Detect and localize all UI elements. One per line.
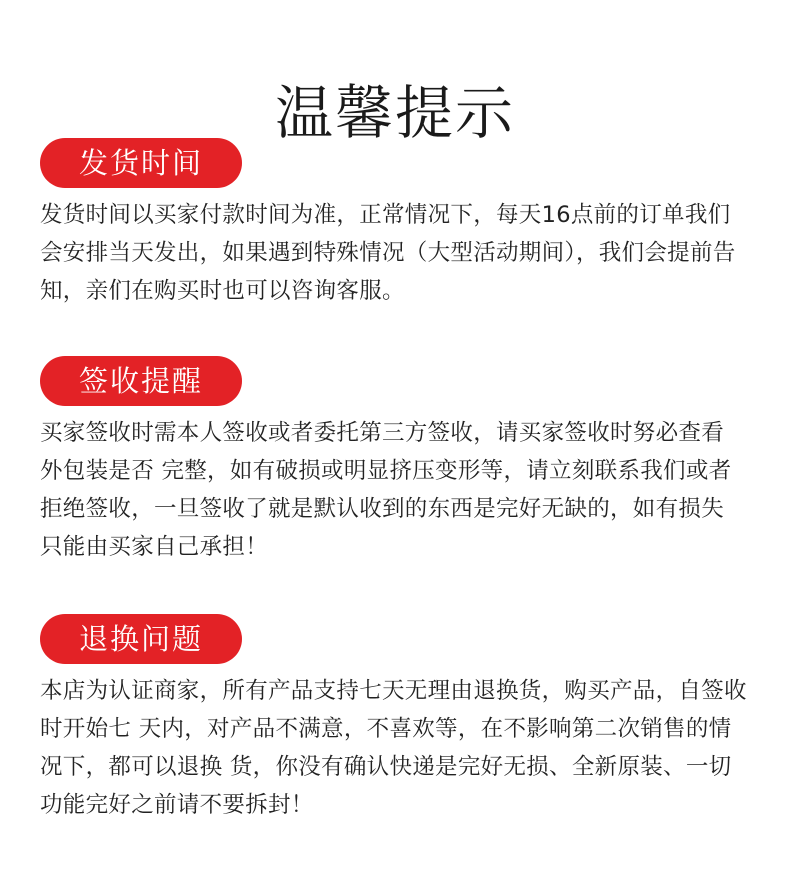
- section-heading-receipt-reminder: 签收提醒: [40, 356, 242, 406]
- section-body-shipping-time: [40, 196, 770, 310]
- text-line: 会安排当天发出，如果遇到特殊情况（大型活动期间），我们会提前告: [40, 240, 736, 266]
- text-line: 发货时间以买家付款时间为准，正常情况下，每天16点前的订单我们: [40, 202, 731, 228]
- text-line: 时开始七 天内，对产品不满意，不喜欢等，在不影响第二次销售的情: [40, 716, 732, 742]
- section-heading-shipping-time: 发货时间: [40, 138, 242, 188]
- text-line: 本店为认证商家，所有产品支持七天无理由退换货，购买产品，自签收: [40, 678, 747, 704]
- text-line: 买家签收时需本人签收或者委托第三方签收，请买家签收时努必查看: [40, 420, 725, 446]
- text-line: 只能由买家自己承担！: [40, 534, 269, 560]
- text-line: 功能完好之前请不要拆封！: [40, 792, 314, 818]
- page-title: 温馨提示: [274, 78, 515, 147]
- section-heading-return-exchange: 退换问题: [40, 614, 242, 664]
- text-line: 拒绝签收，一旦签收了就是默认收到的东西是完好无缺的，如有损失: [40, 496, 725, 522]
- text-line: 外包装是否 完整，如有破损或明显挤压变形等，请立刻联系我们或者: [40, 458, 732, 484]
- section-body-receipt-reminder: [40, 414, 770, 566]
- text-line: 知，亲们在购买时也可以咨询客服。: [40, 278, 405, 304]
- text-line: 况下，都可以退换 货，你没有确认快递是完好无损、全新原装、一切: [40, 754, 732, 780]
- section-body-return-exchange: [40, 672, 770, 824]
